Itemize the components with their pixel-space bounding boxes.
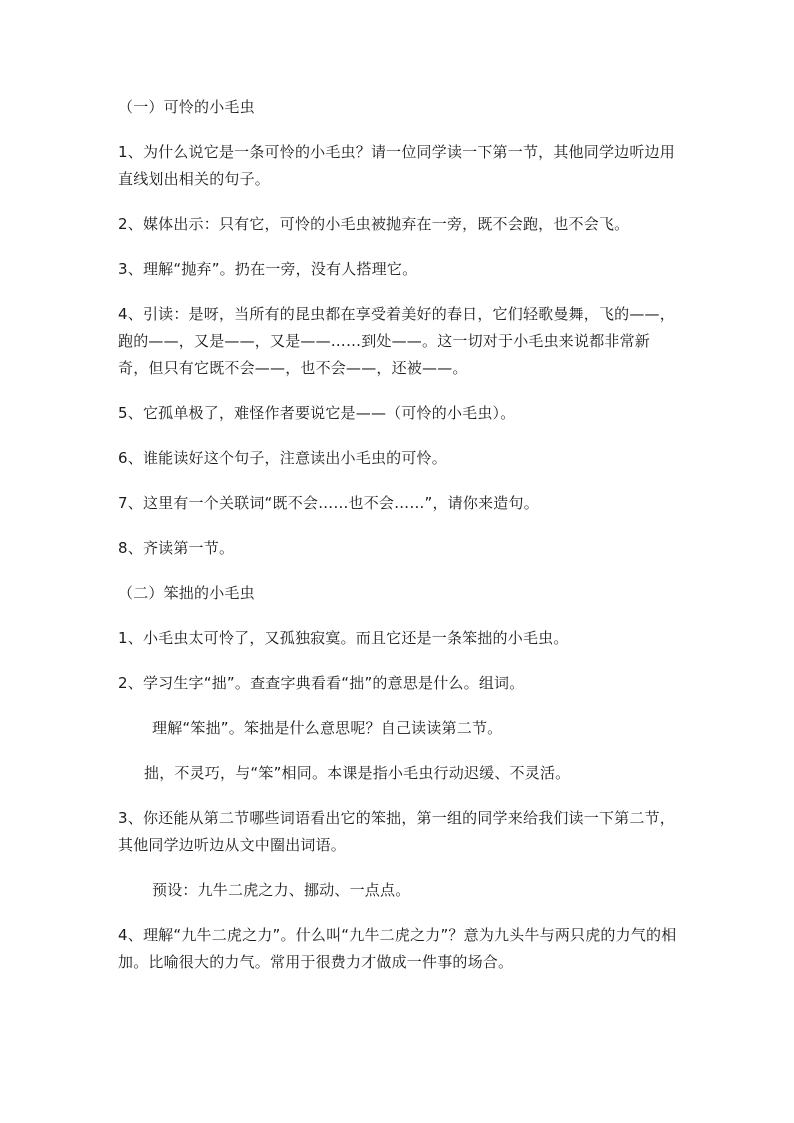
paragraph-item-1-section-2: 1、小毛虫太可怜了，又孤独寂寞。而且它还是一条笨拙的小毛虫。 <box>118 629 569 647</box>
paragraph-item-3: 3、理解“抛弃”。扔在一旁，没有人搭理它。 <box>118 260 418 278</box>
paragraph-item-8: 8、齐读第一节。 <box>118 539 235 557</box>
paragraph-item-6: 6、谁能读好这个句子，注意读出小毛虫的可怜。 <box>118 449 447 467</box>
paragraph-item-2: 2、媒体出示：只有它，可怜的小毛虫被抛弃在一旁，既不会跑，也不会飞。 <box>118 215 630 233</box>
paragraph-item-3-section-2: 3、你还能从第二节哪些词语看出它的笨拙，第一组的同学来给我们读一下第二节，其他同学边听边从文中圈出词语。 <box>118 809 675 854</box>
paragraph-item-7: 7、这里有一个关联词“既不会……也不会……”，请你来造句。 <box>118 494 539 512</box>
paragraph-item-1: 1、为什么说它是一条可怜的小毛虫？请一位同学读一下第一节，其他同学边听边用直线划出相关的句子。 <box>118 143 675 188</box>
paragraph-definition-zhuo: 拙，不灵巧，与“笨”相同。本课是指小毛虫行动迟缓、不灵活。 <box>144 764 571 782</box>
paragraph-item-4-section-2: 4、理解“九牛二虎之力”。什么叫“九牛二虎之力”？意为九头牛与两只虎的力气的相加。比喻很大的力气。常用于很费力才做成一件事的场合。 <box>118 926 677 971</box>
section-heading-clumsy-caterpillar: （二）笨拙的小毛虫 <box>118 584 255 602</box>
section-heading-pitiful-caterpillar: （一）可怜的小毛虫 <box>118 98 255 116</box>
paragraph-item-2-section-2: 2、学习生字“拙”。查查字典看看“拙”的意思是什么。组词。 <box>118 674 525 692</box>
paragraph-preset-answers: 预设：九牛二虎之力、挪动、一点点。 <box>152 881 411 899</box>
paragraph-item-5: 5、它孤单极了，难怪作者要说它是——（可怜的小毛虫）。 <box>118 404 516 422</box>
document-body <box>118 94 678 976</box>
paragraph-understand-clumsy: 理解“笨拙”。笨拙是什么意思呢？自己读读第二节。 <box>152 719 503 737</box>
paragraph-item-4: 4、引读：是呀，当所有的昆虫都在享受着美好的春日，它们轻歌曼舞，飞的——，跑的——，又是——，又是——……到处——。这一切对于小毛虫来说都非常新奇，但只有它既不会——，也不会——，还被——。 <box>118 305 675 377</box>
